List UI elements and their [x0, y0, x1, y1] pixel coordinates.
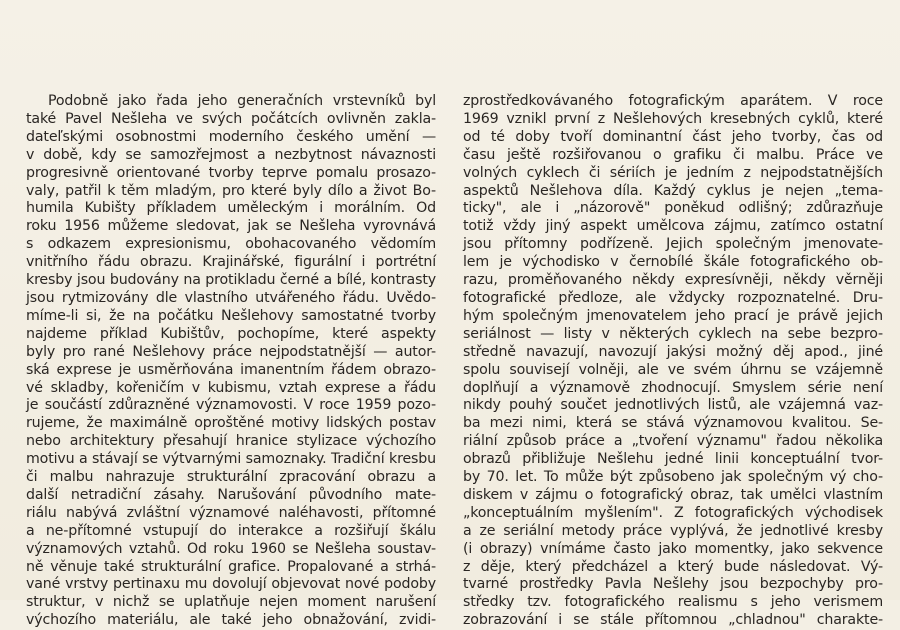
text-line: ba mezi nimi, která se stává významovou kvalitou. Se-	[463, 415, 883, 432]
text-line: struktur, v nichž se uplatňuje nejen moment narušení	[26, 594, 436, 611]
text-line: s odkazem expresionismu, obohacovaného vědomím	[26, 236, 436, 253]
text-line: najdeme příklad Kubištův, pochopíme, které aspekty	[26, 325, 436, 342]
text-line: z děje, který předcházel a který bude následovat. Vý-	[463, 558, 883, 575]
text-line: hým společným jmenovatelem jeho prací je právě jejich	[463, 307, 883, 324]
text-line: zobrazování i se stále přítomnou „chladnou" charakte-	[463, 612, 883, 629]
text-line: byly pro rané Nešlehovy práce nejpodstatnější — autor-	[26, 343, 436, 360]
text-line: obrazů přibližuje Nešlehu jedné linii konceptuální tvor-	[463, 451, 883, 468]
text-line: či malbu nahrazuje strukturální zpracování obrazu a	[26, 469, 436, 486]
text-line: spolu souvisejí volněji, ale ve svém úhrnu se vzájemně	[463, 361, 883, 378]
text-line: od té doby tvoří dominantní část jeho tvorby, čas od	[463, 128, 883, 145]
text-line: dateľskými osobnostmi moderního českého umění —	[26, 128, 436, 145]
text-line: progresivně orientované tvorby teprve pomalu prosazo-	[26, 164, 436, 181]
text-line: motivu a stávají se výtvarnými samoznaky. Tradiční kresbu	[26, 451, 436, 468]
text-line: totiž vždy jiný aspekt umělcova zájmu, zatímco ostatní	[463, 218, 883, 235]
text-line: nebo architektury přesahují hranice stylizace výchozího	[26, 433, 436, 450]
left-text-column	[26, 93, 436, 630]
text-line: a ne-přítomné vstupují do interakce a rozšiřují škálu	[26, 522, 436, 539]
text-line: riálu nabývá zvláštní významové naléhavosti, přítomné	[26, 504, 436, 521]
text-line: další netradiční zásahy. Narušování původního mate-	[26, 486, 436, 503]
text-line: středně navazují, navozují jakýsi možný děj apod., jiné	[463, 343, 883, 360]
text-line: významových vztahů. Od roku 1960 se Nešleha soustav-	[26, 540, 436, 557]
text-line: valy, patřil k těm mladým, pro které byly dílo a život Bo-	[26, 182, 436, 199]
right-text-column	[463, 93, 883, 630]
text-line: ticky", ale i „názorově" poněkud odlišný; zdůrazňuje	[463, 200, 883, 217]
text-line: výchozího materiálu, ale také jeho obnažování, zvidi-	[26, 612, 436, 629]
text-line: času ještě rozšiřovanou o grafiku či malbu. Práce ve	[463, 146, 883, 163]
text-line: doplňují a významově zhodnocují. Smyslem série není	[463, 379, 883, 396]
text-line: vnitřního řádu obrazu. Krajinářské, figurální i portrétní	[26, 254, 436, 271]
text-line: 1969 vznikl první z Nešlehových kresebných cyklů, které	[463, 110, 883, 127]
text-line: v době, kdy se samozřejmost a nezbytnost návaznosti	[26, 146, 436, 163]
text-line: jsou přítomny podřízeně. Jejich společným jmenovate-	[463, 236, 883, 253]
text-line: středky tzv. fotografického realismu s jeho verismem	[463, 594, 883, 611]
text-line: volných cyklech či sériích je jedním z nejpodstatnějších	[463, 164, 883, 181]
text-line: rujeme, že maximálně oproštěné motivy lidských postav	[26, 415, 436, 432]
text-line: fotografické předloze, ale vždycky rozpoznatelné. Dru-	[463, 289, 883, 306]
text-line: Podobně jako řada jeho generačních vrstevníků byl	[48, 93, 436, 109]
text-line: humila Kubišty příkladem uměleckým i morálním. Od	[26, 200, 436, 217]
text-line: riální způsob práce a „tvoření významu" řadou několika	[463, 433, 883, 450]
text-line: seriálnost — listy v některých cyklech na sebe bezpro-	[463, 325, 883, 342]
text-line: vé skladby, kořeničím v kubismu, vztah exprese a řádu	[26, 379, 436, 396]
text-line: roku 1956 můžeme sledovat, jak se Nešleha vyrovnává	[26, 218, 436, 235]
text-line: zprostředkovávaného fotografickým aparátem. V roce	[463, 93, 883, 109]
text-line: diskem v zájmu o fotografický obraz, tak umělci vlastním	[463, 486, 883, 503]
text-line: by 70. let. To může být způsobeno jak společným vý cho-	[463, 469, 883, 486]
text-line: také Pavel Nešleha ve svých počátcích ovlivněn zakla-	[26, 110, 436, 127]
text-line: aspektů Nešlehova díla. Každý cyklus je nejen „tema-	[463, 182, 883, 199]
text-line: (i obrazy) vnímáme často jako momentky, jako sekvence	[463, 540, 883, 557]
text-line: tvarné prostředky Pavla Nešlehy jsou bezpochyby pro-	[463, 576, 883, 593]
text-line: vané vrstvy pertinaxu mu dovolují objevovat nové podoby	[26, 576, 436, 593]
text-line: ně věnuje také strukturální grafice. Propalované a strhá-	[26, 558, 436, 575]
text-line: „konceptuálním myšlením". Z fotografických východisek	[463, 504, 883, 521]
text-line: ská exprese je usměrňována imanentním řádem obrazo-	[26, 361, 436, 378]
text-line: kresby jsou budovány na protikladu černé a bílé, kontrasty	[26, 272, 436, 289]
text-line: razu, proměňovaného někdy expresívněji, někdy věrněji	[463, 272, 883, 289]
text-line: a ze seriální metody práce vyplývá, že jednotlivé kresby	[463, 522, 883, 539]
text-line: nikdy pouhý součet jednotlivých listů, ale vzájemná vaz-	[463, 397, 883, 414]
text-line: míme-li si, že na počátku Nešlehovy samostatné tvorby	[26, 307, 436, 324]
text-line: je součástí zdůrazněné významovosti. V roce 1959 pozo-	[26, 397, 436, 414]
text-line: lem je východisko v černobílé škále fotografického ob-	[463, 254, 883, 271]
text-line: jsou rytmizovány dle vlastního utvářeného řádu. Uvědo-	[26, 289, 436, 306]
